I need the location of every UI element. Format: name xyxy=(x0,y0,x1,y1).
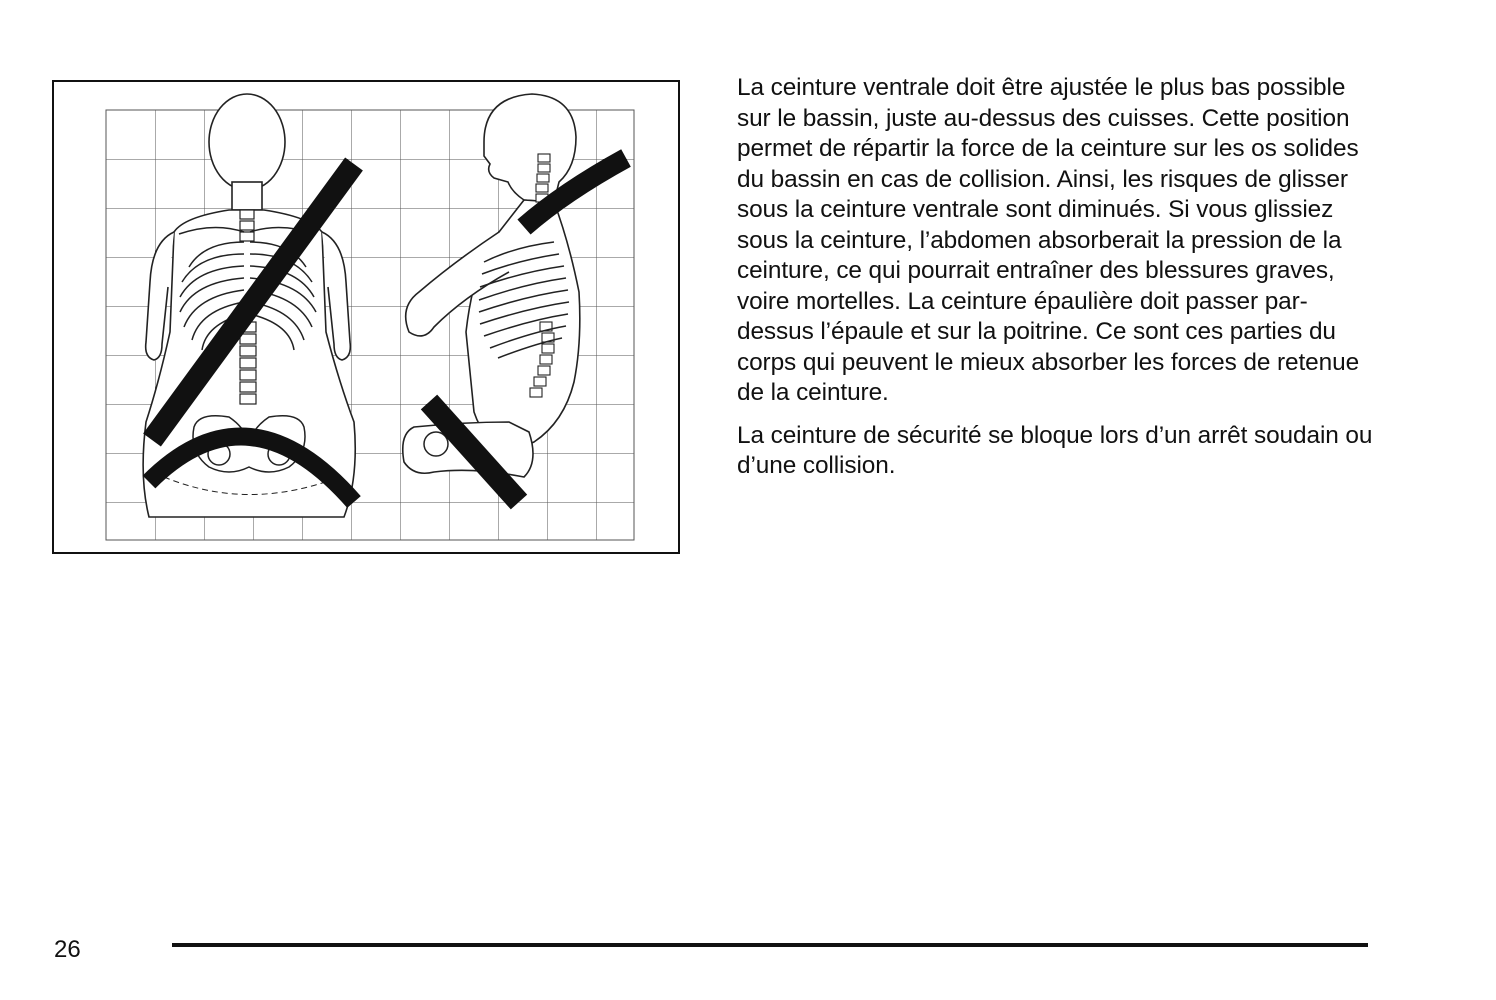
seat-belt-illustration xyxy=(52,80,680,554)
paragraph-lap-belt: La ceinture ventrale doit être ajustée le plus bas possible sur le bassin, juste au-dessus des cuisses. Cette position permet de répartir la force de la ceinture sur les os solides du bassin en cas de collision. Ainsi, les risques de glisser sous la ceinture ventrale sont diminués. Si vous glissiez sous la ceinture, l’abdomen absorberait la pression de la ceinture, ce qui pourrait entraîner des blessures graves, voire mortelles. La ceinture épaulière doit passer par-dessus l’épaule et sur la poitrine. Ce sont ces parties du corps qui peuvent le mieux absorber les forces de retenue de la ceinture. xyxy=(737,74,1360,406)
page-number: 26 xyxy=(54,936,81,963)
footer-rule xyxy=(172,943,1368,947)
paragraph-belt-lock: La ceinture de sécurité se bloque lors d’un arrêt soudain ou d’une collision. xyxy=(737,421,1373,479)
body-text xyxy=(737,73,1377,494)
seat-belt-skeleton-illustration-icon xyxy=(54,82,678,552)
